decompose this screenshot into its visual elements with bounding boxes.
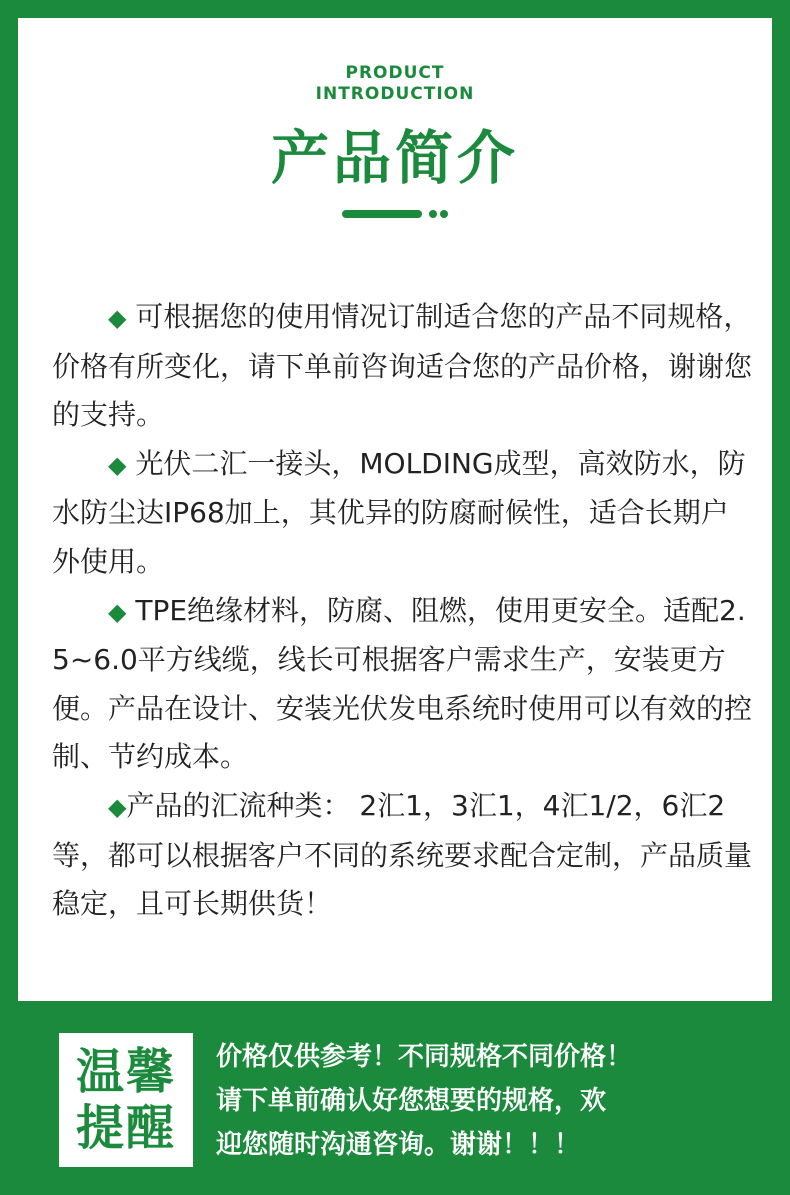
- reminder-line-1: 价格仅供参考！不同规格不同价格！: [216, 1042, 633, 1072]
- paragraph-text: 可根据您的使用情况订制适合您的产品不同规格，价格有所变化，请下单前咨询适合您的产品价格，谢谢您的支持。: [52, 300, 753, 432]
- stamp-text-line2: 提醒: [75, 1100, 176, 1156]
- reminder-line-2: 请下单前确认好您想要的规格，欢: [216, 1086, 607, 1116]
- divider-dot: [440, 210, 448, 218]
- diamond-bullet-icon: ◆: [108, 792, 127, 821]
- page-title: 产品简介: [270, 124, 519, 192]
- diamond-bullet-icon: ◆: [108, 450, 127, 479]
- stamp-text-line1: 温馨: [75, 1044, 176, 1100]
- paragraph-text: 产品的汇流种类： 2汇1，3汇1，4汇1/2，6汇2等，都可以根据客户不同的系统要求配合定制，产品质量稳定，且可长期供货！: [52, 788, 753, 921]
- paragraph-text: 光伏二汇一接头，MOLDING成型，高效防水，防水防尘达IP68加上，其优异的防腐耐候性，适合长期户外使用。: [52, 446, 746, 578]
- content-panel: [18, 18, 772, 1001]
- description-paragraph-4: [52, 782, 752, 929]
- description-paragraph-1: [52, 293, 752, 440]
- reminder-stamp: [59, 1033, 193, 1167]
- diamond-bullet-icon: ◆: [108, 304, 127, 332]
- reminder-line-3: 迎您随时沟通咨询。谢谢！！！: [216, 1130, 581, 1160]
- title-divider: [342, 210, 450, 218]
- diamond-bullet-icon: ◆: [108, 597, 127, 626]
- product-description: [52, 293, 752, 929]
- divider-dot: [429, 210, 437, 218]
- heading-english-line1: PRODUCT: [345, 63, 445, 83]
- description-paragraph-2: [52, 440, 752, 587]
- reminder-footer: [0, 1001, 790, 1195]
- reminder-text: [216, 1035, 776, 1167]
- divider-bar: [342, 210, 422, 218]
- paragraph-text: TPE绝缘材料，防腐、阻燃，使用更安全。适配2.5~6.0平方线缆，线长可根据客户需求生产，安装更方便。产品在设计、安装光伏发电系统时使用可以有效的控制、节约成本。: [52, 593, 753, 774]
- heading-english-line2: INTRODUCTION: [315, 84, 475, 104]
- description-paragraph-3: [52, 587, 752, 782]
